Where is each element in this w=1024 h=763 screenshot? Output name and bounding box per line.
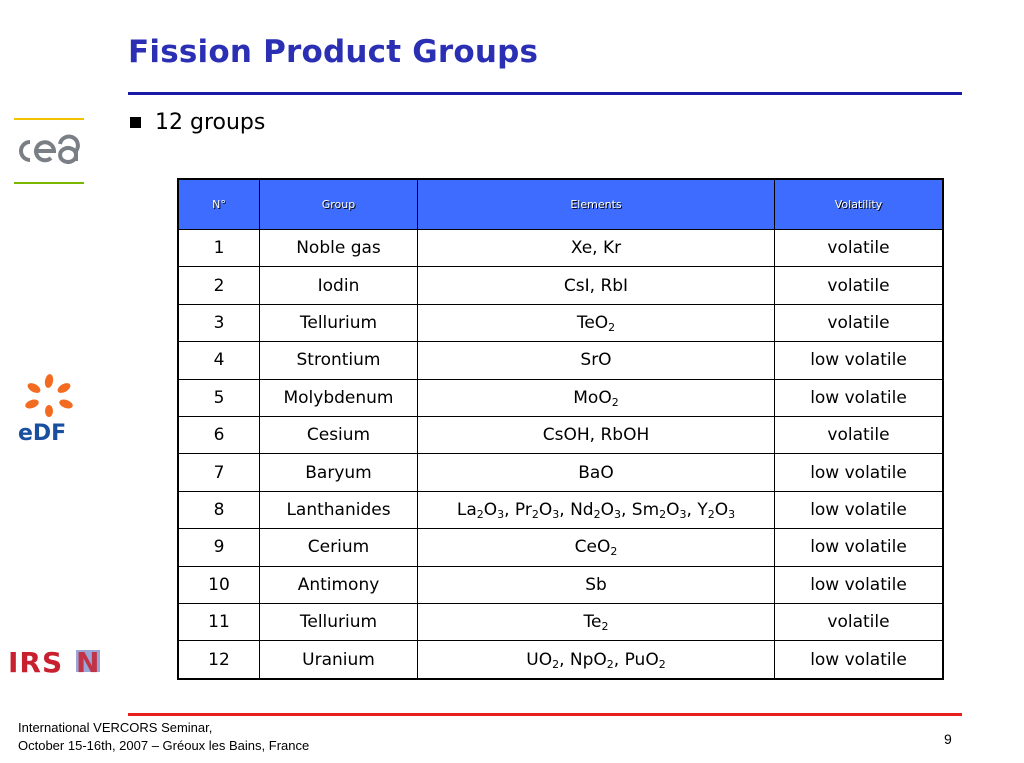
table-row [178, 267, 943, 304]
table-row [178, 604, 943, 641]
row-elements [418, 267, 775, 304]
formula-subscript: 2 [531, 508, 539, 522]
row-elements [418, 566, 775, 603]
formula-part: CsOH, RbOH [542, 425, 650, 446]
page-number: 9 [944, 731, 952, 747]
formula-part: , PuO [613, 649, 659, 670]
formula-subscript: 2 [552, 657, 560, 671]
row-volatility: low volatile [775, 641, 944, 679]
row-number: 12 [178, 641, 260, 679]
slide-title: Fission Product Groups [128, 34, 539, 70]
row-volatility: low volatile [775, 491, 944, 528]
formula-part: La [456, 500, 477, 521]
row-group: Lanthanides [260, 491, 418, 528]
cea-logo [14, 116, 86, 188]
formula-subscript: 3 [728, 508, 736, 522]
row-volatility: volatile [775, 267, 944, 304]
formula-part: MoO [573, 387, 612, 408]
row-volatility: low volatile [775, 379, 944, 416]
row-volatility: volatile [775, 230, 944, 267]
svg-text:IRS: IRS [8, 646, 64, 676]
row-number: 3 [178, 304, 260, 341]
bullet-text: 12 groups [155, 110, 266, 135]
formula-part: CsI, RbI [563, 275, 629, 296]
formula-subscript: 3 [552, 508, 560, 522]
formula-subscript: 2 [608, 321, 616, 335]
row-number: 11 [178, 604, 260, 641]
formula-subscript: 2 [601, 620, 609, 634]
table-row [178, 342, 943, 379]
formula-subscript: 2 [606, 657, 614, 671]
row-group: Noble gas [260, 230, 418, 267]
table-header-row [178, 179, 943, 230]
edf-logo [16, 372, 82, 444]
row-group: Iodin [260, 267, 418, 304]
row-number: 2 [178, 267, 260, 304]
formula-part: TeO [576, 313, 609, 334]
formula-subscript: 2 [659, 508, 667, 522]
row-group: Strontium [260, 342, 418, 379]
table-row [178, 529, 943, 566]
formula-subscript: 3 [679, 508, 687, 522]
row-elements [418, 379, 775, 416]
bullet-item [130, 110, 265, 135]
formula-subscript: 2 [611, 395, 619, 409]
bullet-square-icon [130, 117, 141, 128]
formula-part: UO [526, 649, 553, 670]
row-elements [418, 417, 775, 454]
table-row [178, 417, 943, 454]
formula-part: Te [583, 612, 602, 633]
row-elements [418, 230, 775, 267]
table-body [178, 230, 943, 680]
row-group: Baryum [260, 454, 418, 491]
row-volatility: low volatile [775, 342, 944, 379]
table-row [178, 454, 943, 491]
row-volatility: low volatile [775, 454, 944, 491]
formula-subscript: 2 [476, 508, 484, 522]
table-row [178, 379, 943, 416]
row-number: 8 [178, 491, 260, 528]
formula-part: O [714, 500, 729, 521]
header-number: N° [178, 179, 260, 230]
row-number: 10 [178, 566, 260, 603]
formula-part: , Sm [620, 500, 660, 521]
row-number: 1 [178, 230, 260, 267]
row-group: Cerium [260, 529, 418, 566]
row-number: 9 [178, 529, 260, 566]
formula-part: BaO [578, 462, 614, 483]
row-elements [418, 342, 775, 379]
row-number: 4 [178, 342, 260, 379]
footer-rule [128, 713, 962, 716]
row-elements [418, 454, 775, 491]
formula-part: SrO [580, 350, 612, 371]
table-row [178, 641, 943, 679]
row-volatility: volatile [775, 417, 944, 454]
row-group: Cesium [260, 417, 418, 454]
row-volatility: volatile [775, 604, 944, 641]
formula-subscript: 3 [613, 508, 621, 522]
formula-part: Xe, Kr [570, 238, 622, 259]
svg-text:eDF: eDF [18, 421, 67, 444]
header-group: Group [260, 179, 418, 230]
header-volatility: Volatility [775, 179, 944, 230]
table-row [178, 491, 943, 528]
row-number: 7 [178, 454, 260, 491]
irsn-logo [8, 644, 104, 676]
formula-subscript: 2 [658, 657, 666, 671]
formula-part: , Y [686, 500, 708, 521]
row-volatility: low volatile [775, 566, 944, 603]
formula-subscript: 2 [610, 545, 618, 559]
formula-part: Sb [585, 574, 607, 595]
header-elements: Elements [418, 179, 775, 230]
table-row [178, 230, 943, 267]
row-elements [418, 641, 775, 679]
row-volatility: volatile [775, 304, 944, 341]
fission-groups-table [177, 178, 944, 680]
title-underline [128, 92, 962, 95]
formula-subscript: 3 [497, 508, 505, 522]
formula-part: O [483, 500, 498, 521]
row-group: Tellurium [260, 604, 418, 641]
formula-part: O [600, 500, 614, 521]
formula-subscript: 2 [707, 508, 715, 522]
row-number: 5 [178, 379, 260, 416]
row-elements [418, 604, 775, 641]
row-group: Molybdenum [260, 379, 418, 416]
formula-part: , NpO [559, 649, 607, 670]
formula-subscript: 2 [593, 508, 601, 522]
footer-text [18, 719, 309, 755]
formula-part: O [666, 500, 680, 521]
footer-line-2: October 15-16th, 2007 – Gréoux les Bains, France [18, 738, 310, 753]
row-elements [418, 304, 775, 341]
formula-part: , Nd [559, 500, 594, 521]
table-row [178, 566, 943, 603]
row-group: Tellurium [260, 304, 418, 341]
formula-part: CeO [574, 537, 611, 558]
footer-line-1: International VERCORS Seminar, [18, 720, 213, 735]
table-row [178, 304, 943, 341]
row-group: Antimony [260, 566, 418, 603]
svg-text:N: N [76, 646, 100, 676]
formula-part: O [538, 500, 553, 521]
row-volatility: low volatile [775, 529, 944, 566]
row-elements [418, 529, 775, 566]
formula-part: , Pr [504, 500, 532, 521]
row-elements [418, 491, 775, 528]
row-group: Uranium [260, 641, 418, 679]
row-number: 6 [178, 417, 260, 454]
